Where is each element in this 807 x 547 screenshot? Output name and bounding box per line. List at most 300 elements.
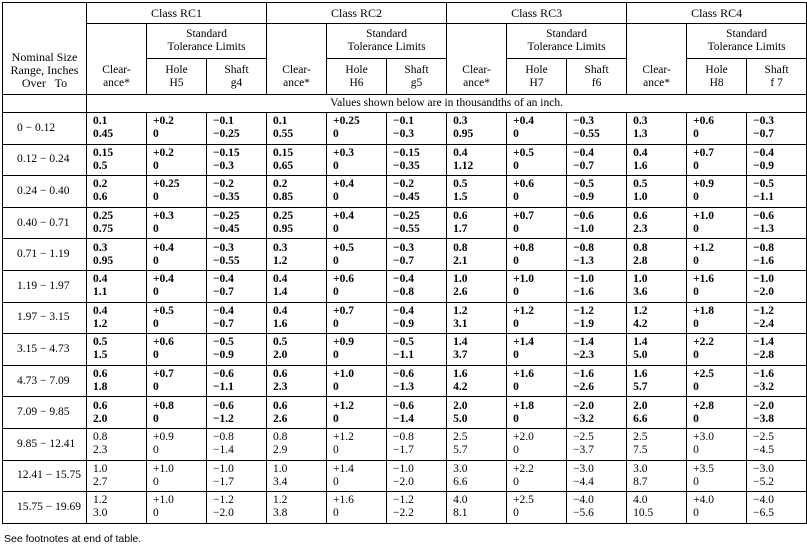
shaft-limit-cell-lower: −1.3: [393, 381, 414, 394]
clearance-cell-lower: 0.6: [93, 191, 108, 204]
hole-limit-cell-upper: +3.5: [693, 462, 714, 475]
clearance-cell-lower: 0.85: [273, 191, 294, 204]
clearance-cell-lower: 3.8: [273, 507, 288, 520]
clearance-cell: [627, 239, 687, 271]
clearance-cell-lower: 2.3: [633, 223, 648, 236]
shaft-limit-cell-lower: −1.3: [753, 223, 775, 236]
clearance-cell: [87, 492, 147, 524]
hole-limit-cell: [147, 302, 207, 334]
clearance-cell: [87, 239, 147, 271]
tolerance-line1: Standard: [726, 28, 768, 40]
class-rc2-header: Class RC2: [267, 3, 447, 24]
tolerance-limits-header: [687, 24, 807, 59]
clearance-cell-upper: 0.6: [93, 368, 108, 381]
hole-limit-cell-upper: +0.9: [153, 431, 174, 444]
shaft-grade-header: [747, 59, 807, 95]
clearance-cell-lower: 4.2: [633, 317, 648, 330]
clearance-cell-upper: 0.8: [453, 241, 468, 254]
hole-limit-cell-upper: +2.2: [513, 462, 534, 475]
size-range-cell: 9.85 − 12.41: [3, 428, 87, 460]
clearance-cell-lower: 3.7: [453, 349, 468, 362]
shaft-limit-cell-upper: −0.6: [393, 368, 414, 381]
shaft-limit-cell-lower: −2.0: [213, 507, 234, 520]
shaft-limit-cell-upper: −0.1: [213, 115, 234, 128]
tolerance-line2: Tolerance Limits: [347, 41, 426, 53]
hole-limit-cell-lower: 0: [333, 317, 339, 330]
tolerance-line1: Standard: [546, 28, 588, 40]
hole-limit-cell-upper: +1.0: [153, 494, 174, 507]
size-range-cell: 7.09 − 9.85: [3, 397, 87, 429]
clearance-header: [267, 24, 327, 95]
clearance-cell-lower: 0.55: [273, 128, 294, 141]
clearance-cell-upper: 0.25: [93, 210, 114, 223]
clearance-cell-lower: 1.2: [273, 254, 288, 267]
clearance-cell-lower: 2.7: [93, 475, 108, 488]
shaft-limit-cell-lower: −0.7: [573, 159, 594, 172]
class-rc1-header: Class RC1: [87, 3, 267, 24]
shaft-limit-cell-upper: −1.2: [213, 494, 234, 507]
clearance-cell: [267, 270, 327, 302]
hole-limit-cell: [147, 207, 207, 239]
hole-limit-cell-upper: +1.4: [513, 336, 534, 349]
hole-limit-cell-upper: +2.2: [693, 336, 715, 349]
hole-limit-cell-lower: 0: [513, 507, 519, 520]
hole-limit-cell-upper: +0.4: [513, 115, 534, 128]
shaft-limit-cell: [567, 460, 627, 492]
clearance-cell-upper: 1.2: [453, 304, 468, 317]
clearance-cell: [447, 365, 507, 397]
shaft-limit-cell-upper: −1.6: [573, 368, 594, 381]
clearance-cell-upper: 1.4: [453, 336, 468, 349]
clearance-cell-lower: 5.0: [633, 349, 648, 362]
clearance-cell-upper: 0.3: [93, 241, 108, 254]
clearance-cell-upper: 0.6: [93, 399, 108, 412]
nominal-size-header: [3, 3, 87, 95]
clearance-cell: [87, 270, 147, 302]
hole-limit-cell-upper: +1.6: [513, 368, 534, 381]
clearance-cell-lower: 6.6: [453, 475, 468, 488]
shaft-limit-cell-lower: −5.6: [573, 507, 594, 520]
hole-limit-cell-lower: 0: [153, 507, 159, 520]
hole-limit-cell-lower: 0: [153, 317, 159, 330]
hole-limit-cell-upper: +0.4: [333, 178, 354, 191]
hole-limit-cell: [327, 144, 387, 176]
shaft-limit-cell: [747, 460, 807, 492]
shaft-limit-cell-upper: −4.0: [573, 494, 594, 507]
hole-limit-cell-lower: 0: [693, 317, 699, 330]
clearance-cell-upper: 2.0: [453, 399, 468, 412]
shaft-limit-cell-upper: −0.5: [393, 336, 414, 349]
shaft-limit-cell: [207, 365, 267, 397]
shaft-limit-cell: [567, 428, 627, 460]
clearance-line1: Clear-: [282, 64, 311, 76]
shaft-limit-cell: [567, 270, 627, 302]
size-range-cell: 12.41 − 15.75: [3, 460, 87, 492]
hole-limit-cell-upper: +1.0: [693, 210, 715, 223]
hole-limit-cell-upper: +0.6: [333, 273, 354, 286]
hole-limit-cell-lower: 0: [693, 191, 699, 204]
shaft-label: Shaft: [404, 63, 429, 76]
running-fit-table: [2, 2, 807, 524]
clearance-cell-lower: 1.12: [453, 159, 474, 172]
shaft-limit-cell-lower: −0.7: [213, 317, 234, 330]
shaft-limit-cell-lower: −0.45: [393, 191, 420, 204]
clearance-cell: [627, 397, 687, 429]
hole-limit-cell: [507, 397, 567, 429]
clearance-cell-lower: 1.5: [93, 349, 108, 362]
shaft-limit-cell-upper: −0.2: [213, 178, 234, 191]
shaft-limit-cell-lower: −3.7: [573, 444, 594, 457]
table-row: [3, 365, 807, 397]
shaft-limit-cell: [747, 207, 807, 239]
hole-limit-cell-lower: 0: [693, 444, 699, 457]
shaft-label: Shaft: [584, 63, 609, 76]
clearance-cell: [87, 302, 147, 334]
table-row: [3, 302, 807, 334]
clearance-cell-upper: 0.4: [93, 273, 108, 286]
shaft-limit-cell-lower: −0.45: [213, 223, 240, 236]
hole-limit-cell: [147, 239, 207, 271]
clearance-cell-lower: 5.0: [453, 412, 468, 425]
clearance-cell: [627, 302, 687, 334]
class-rc4-header: Class RC4: [627, 3, 807, 24]
clearance-cell: [267, 239, 327, 271]
hole-limit-cell: [687, 270, 747, 302]
clearance-cell-lower: 0.65: [273, 159, 294, 172]
clearance-cell-upper: 1.2: [93, 494, 108, 507]
clearance-cell-upper: 0.5: [453, 178, 468, 191]
size-range-cell: 0.40 − 0.71: [3, 207, 87, 239]
hole-limit-cell-upper: +0.7: [333, 304, 354, 317]
clearance-line1: Clear-: [462, 64, 491, 76]
shaft-limit-cell-upper: −0.6: [393, 399, 414, 412]
shaft-limit-cell-lower: −0.9: [213, 349, 234, 362]
shaft-limit-cell: [747, 492, 807, 524]
clearance-cell-upper: 0.4: [453, 146, 468, 159]
shaft-limit-cell-upper: −0.4: [753, 146, 775, 159]
hole-limit-cell-upper: +2.5: [513, 494, 534, 507]
shaft-limit-cell: [207, 270, 267, 302]
shaft-limit-cell: [387, 460, 447, 492]
shaft-limit-cell-lower: −0.8: [393, 286, 414, 299]
shaft-limit-cell: [747, 334, 807, 366]
hole-grade: H7: [529, 76, 544, 89]
hole-limit-cell-lower: 0: [153, 412, 159, 425]
shaft-limit-cell-upper: −1.6: [753, 368, 775, 381]
size-range-cell: 1.97 − 3.15: [3, 302, 87, 334]
shaft-limit-cell-upper: −1.0: [393, 462, 414, 475]
shaft-limit-cell-upper: −0.4: [393, 304, 414, 317]
shaft-limit-cell-upper: −0.4: [213, 304, 234, 317]
shaft-limit-cell: [387, 428, 447, 460]
nominal-line2: Range, Inches: [10, 63, 79, 77]
shaft-limit-cell-upper: −0.5: [213, 336, 234, 349]
units-note: Values shown below are in thousandths of an inch.: [87, 95, 807, 113]
clearance-cell-lower: 3.1: [453, 317, 468, 330]
shaft-limit-cell: [387, 144, 447, 176]
clearance-cell-lower: 8.1: [453, 507, 468, 520]
clearance-cell-upper: 3.0: [453, 462, 468, 475]
clearance-cell-lower: 1.0: [633, 191, 648, 204]
hole-limit-cell-lower: 0: [333, 349, 339, 362]
shaft-limit-cell: [567, 492, 627, 524]
clearance-cell: [267, 334, 327, 366]
shaft-limit-cell-upper: −0.6: [213, 399, 234, 412]
hole-limit-cell-upper: +0.5: [513, 146, 534, 159]
shaft-limit-cell: [747, 239, 807, 271]
hole-grade: H8: [709, 76, 724, 89]
shaft-limit-cell-lower: −0.25: [213, 128, 240, 141]
shaft-limit-cell-upper: −1.4: [573, 336, 594, 349]
hole-label: Hole: [165, 63, 188, 76]
shaft-limit-cell-lower: −0.3: [393, 128, 414, 141]
shaft-limit-cell-lower: −2.6: [573, 381, 594, 394]
clearance-cell: [87, 176, 147, 208]
clearance-cell: [627, 460, 687, 492]
hole-limit-cell-lower: 0: [693, 223, 699, 236]
hole-limit-cell-upper: +0.4: [153, 241, 174, 254]
clearance-cell: [267, 144, 327, 176]
hole-limit-cell: [687, 397, 747, 429]
shaft-limit-cell-upper: −0.6: [753, 210, 775, 223]
clearance-cell-upper: 0.25: [273, 210, 294, 223]
clearance-cell: [627, 270, 687, 302]
hole-limit-cell: [327, 207, 387, 239]
hole-limit-cell: [507, 460, 567, 492]
shaft-limit-cell: [387, 492, 447, 524]
shaft-limit-cell-lower: −1.6: [753, 254, 775, 267]
shaft-grade-header: [387, 59, 447, 95]
shaft-limit-cell: [387, 113, 447, 145]
hole-limit-cell: [327, 302, 387, 334]
hole-limit-cell-upper: +0.4: [153, 273, 174, 286]
hole-limit-cell-upper: +0.8: [513, 241, 534, 254]
clearance-cell: [447, 239, 507, 271]
shaft-limit-cell-upper: −0.25: [213, 210, 240, 223]
hole-limit-cell: [327, 176, 387, 208]
shaft-limit-cell-lower: −0.35: [393, 159, 420, 172]
shaft-limit-cell: [387, 239, 447, 271]
clearance-cell-upper: 1.0: [273, 462, 288, 475]
hole-limit-cell-upper: +0.7: [693, 146, 715, 159]
clearance-cell-lower: 1.6: [273, 317, 288, 330]
hole-limit-cell-upper: +0.8: [153, 399, 174, 412]
hole-limit-cell-upper: +1.8: [513, 399, 534, 412]
shaft-limit-cell: [747, 144, 807, 176]
hole-limit-cell-upper: +0.9: [693, 178, 715, 191]
shaft-limit-cell-upper: −3.0: [573, 462, 594, 475]
hole-limit-cell-lower: 0: [693, 286, 699, 299]
clearance-cell-upper: 1.2: [633, 304, 648, 317]
hole-limit-cell: [327, 334, 387, 366]
nominal-line3: Over To: [21, 76, 68, 90]
shaft-limit-cell-lower: −1.1: [213, 381, 234, 394]
hole-limit-cell-upper: +0.3: [153, 210, 174, 223]
clearance-cell-lower: 2.8: [633, 254, 648, 267]
clearance-cell: [267, 113, 327, 145]
shaft-limit-cell-lower: −0.35: [213, 191, 240, 204]
hole-limit-cell: [507, 428, 567, 460]
shaft-limit-cell-lower: −0.55: [573, 128, 600, 141]
clearance-cell-upper: 1.0: [93, 462, 108, 475]
shaft-limit-cell-upper: −0.15: [393, 146, 420, 159]
shaft-limit-cell-lower: −0.9: [573, 191, 594, 204]
clearance-cell-upper: 0.6: [453, 210, 468, 223]
shaft-limit-cell: [207, 302, 267, 334]
shaft-limit-cell: [747, 270, 807, 302]
clearance-cell-lower: 1.5: [453, 191, 468, 204]
hole-limit-cell-lower: 0: [153, 444, 159, 457]
hole-limit-cell-upper: +0.6: [513, 178, 534, 191]
clearance-cell-upper: 0.4: [633, 146, 648, 159]
shaft-limit-cell: [747, 302, 807, 334]
hole-limit-cell: [147, 397, 207, 429]
clearance-cell-upper: 2.5: [453, 431, 468, 444]
shaft-limit-cell: [207, 207, 267, 239]
hole-limit-cell-lower: 0: [513, 475, 519, 488]
shaft-limit-cell-upper: −2.5: [753, 431, 774, 444]
clearance-cell: [627, 144, 687, 176]
hole-limit-cell-upper: +0.25: [153, 178, 180, 191]
shaft-limit-cell-upper: −2.0: [573, 399, 594, 412]
hole-limit-cell-lower: 0: [153, 128, 159, 141]
tolerance-limits-header: [327, 24, 447, 59]
shaft-limit-cell-lower: −1.4: [213, 444, 234, 457]
hole-limit-cell-lower: 0: [333, 159, 339, 172]
clearance-cell-upper: 4.0: [633, 494, 648, 507]
clearance-cell-lower: 2.0: [93, 412, 108, 425]
shaft-limit-cell-upper: −1.0: [753, 273, 775, 286]
hole-limit-cell-upper: +0.6: [153, 336, 174, 349]
shaft-limit-cell-lower: −2.8: [753, 349, 775, 362]
hole-limit-cell-upper: +0.25: [333, 115, 360, 128]
footnote: See footnotes at end of table.: [4, 533, 142, 545]
hole-label: Hole: [345, 63, 368, 76]
hole-limit-cell-upper: +0.5: [333, 241, 354, 254]
clearance-cell-lower: 0.95: [273, 223, 294, 236]
tolerance-line2: Tolerance Limits: [707, 41, 786, 53]
clearance-cell-lower: 1.6: [633, 159, 648, 172]
clearance-cell-lower: 1.7: [453, 223, 468, 236]
shaft-grade-header: [567, 59, 627, 95]
shaft-limit-cell-lower: −1.0: [573, 223, 594, 236]
clearance-cell: [87, 113, 147, 145]
clearance-cell: [447, 144, 507, 176]
shaft-limit-cell-upper: −1.2: [393, 494, 414, 507]
hole-limit-cell-lower: 0: [693, 412, 699, 425]
hole-grade-header: [507, 59, 567, 95]
clearance-cell: [627, 113, 687, 145]
clearance-cell-upper: 0.6: [633, 210, 648, 223]
hole-limit-cell-upper: +0.2: [153, 115, 174, 128]
hole-limit-cell: [687, 239, 747, 271]
size-range-cell: 3.15 − 4.73: [3, 334, 87, 366]
shaft-limit-cell: [747, 397, 807, 429]
hole-limit-cell-lower: 0: [693, 381, 699, 394]
clearance-cell-lower: 3.4: [273, 475, 288, 488]
clearance-line2: ance*: [283, 77, 310, 89]
shaft-limit-cell-lower: −2.2: [393, 507, 414, 520]
shaft-limit-cell-upper: −2.5: [573, 431, 594, 444]
clearance-cell: [447, 270, 507, 302]
clearance-cell-lower: 2.9: [273, 444, 288, 457]
clearance-cell-lower: 4.2: [453, 381, 468, 394]
clearance-cell: [627, 428, 687, 460]
clearance-cell-upper: 0.3: [453, 115, 468, 128]
shaft-limit-cell-upper: −0.4: [573, 146, 594, 159]
clearance-cell: [87, 334, 147, 366]
hole-limit-cell-upper: +1.2: [513, 304, 534, 317]
clearance-cell-upper: 0.8: [93, 431, 108, 444]
hole-limit-cell-lower: 0: [333, 475, 339, 488]
hole-limit-cell: [507, 270, 567, 302]
clearance-cell-lower: 1.8: [93, 381, 108, 394]
shaft-limit-cell-lower: −2.3: [573, 349, 594, 362]
hole-limit-cell-lower: 0: [513, 349, 519, 362]
hole-limit-cell: [507, 176, 567, 208]
shaft-limit-cell-upper: −0.1: [393, 115, 414, 128]
table-row: [3, 492, 807, 524]
clearance-cell: [87, 144, 147, 176]
hole-limit-cell-upper: +1.2: [333, 399, 354, 412]
clearance-cell-lower: 2.0: [273, 349, 288, 362]
clearance-line1: Clear-: [102, 64, 131, 76]
hole-limit-cell-lower: 0: [333, 444, 339, 457]
hole-limit-cell: [327, 492, 387, 524]
clearance-cell-upper: 0.5: [93, 336, 108, 349]
clearance-cell-lower: 0.75: [93, 223, 114, 236]
clearance-cell-upper: 1.6: [633, 368, 648, 381]
clearance-cell: [267, 365, 327, 397]
hole-limit-cell-lower: 0: [513, 223, 519, 236]
shaft-limit-cell-lower: −1.7: [213, 475, 234, 488]
hole-limit-cell: [147, 270, 207, 302]
clearance-cell-upper: 0.4: [93, 304, 108, 317]
clearance-cell-upper: 1.4: [633, 336, 648, 349]
clearance-cell-upper: 0.5: [633, 178, 648, 191]
shaft-limit-cell-lower: −2.0: [753, 286, 775, 299]
shaft-limit-cell-lower: −2.4: [753, 317, 775, 330]
hole-limit-cell: [507, 144, 567, 176]
clearance-cell: [267, 492, 327, 524]
table-row: [3, 270, 807, 302]
clearance-cell: [87, 207, 147, 239]
hole-limit-cell-lower: 0: [513, 317, 519, 330]
hole-limit-cell: [327, 113, 387, 145]
hole-limit-cell: [687, 460, 747, 492]
clearance-cell-upper: 0.4: [273, 273, 288, 286]
shaft-limit-cell: [207, 397, 267, 429]
size-range-cell: 0 − 0.12: [3, 113, 87, 145]
shaft-label: Shaft: [224, 63, 249, 76]
shaft-limit-cell-upper: −1.0: [573, 273, 594, 286]
clearance-cell: [447, 176, 507, 208]
hole-limit-cell: [687, 334, 747, 366]
clearance-cell: [627, 492, 687, 524]
shaft-limit-cell: [567, 207, 627, 239]
clearance-cell-upper: 0.1: [273, 115, 288, 128]
shaft-limit-cell-upper: −1.0: [213, 462, 234, 475]
shaft-limit-cell-lower: −1.3: [573, 254, 594, 267]
shaft-limit-cell-upper: −0.25: [393, 210, 420, 223]
shaft-limit-cell: [747, 113, 807, 145]
tolerance-line1: Standard: [186, 28, 227, 40]
clearance-line2: ance*: [643, 77, 670, 89]
clearance-cell: [627, 176, 687, 208]
hole-limit-cell-upper: +1.0: [513, 273, 534, 286]
hole-limit-cell: [147, 460, 207, 492]
hole-limit-cell: [687, 302, 747, 334]
